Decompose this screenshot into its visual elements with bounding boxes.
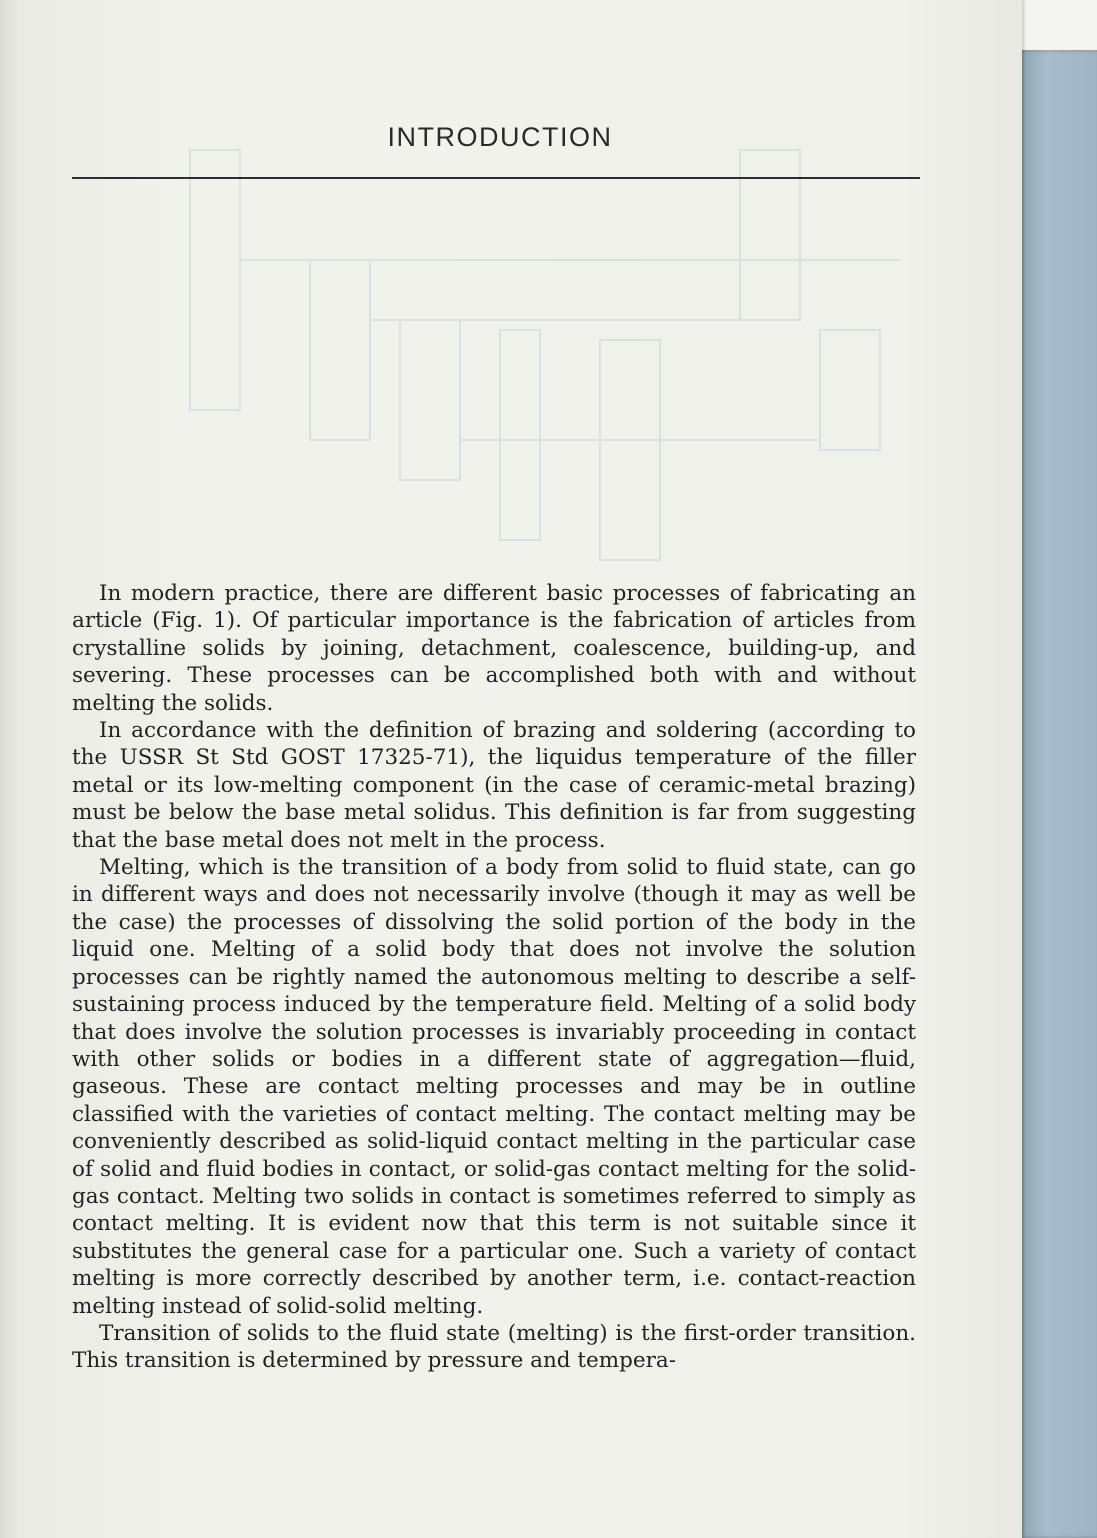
title-rule	[72, 177, 920, 179]
page-title: INTRODUCTION	[387, 122, 613, 152]
paragraph-brazing-definition: In accordance with the definition of brazing and soldering (according to the USSR St Std GOST 17325-71), the liquidus temperature of the filler metal or its low-melting component (in the case of ceramic-metal brazing) must be below the base metal solidus. This definition is far from suggesting that the base metal does not melt in the process.	[72, 718, 916, 853]
body-text	[72, 580, 916, 1375]
paragraph-transition: Transition of solids to the fluid state (melting) is the first-order transition. This transition is determined by pressure and tempera-	[72, 1320, 916, 1374]
book-cover-edge	[1017, 50, 1097, 1538]
paragraph-fabrication: In modern practice, there are different basic processes of fabricating an article (Fig. 1). Of particular importance is the fabrication of articles from crystalline solids by joining, detachment, coalescence, building-up, and severing. These processes can be accomplished both with and without melting the solids.	[72, 581, 916, 716]
background-surface	[1017, 0, 1097, 50]
paragraph-melting: Melting, which is the transition of a body from solid to fluid state, can go in different ways and does not necessarily involve (though it may as well be the case) the processes of dissolving the solid portion of the body in the liquid one. Melting of a solid body that does not involve the solution processes can be rightly named the autonomous melting to describe a self-sustaining process induced by the temperature field. Melting of a solid body that does involve the solution processes is invariably proceeding in contact with other solids or bodies in a different state of aggregation—fluid, gaseous. These are contact melting processes and may be in outline classified with the varieties of contact melting. The contact melting may be conveniently described as solid-liquid contact melting in the particular case of solid and fluid bodies in contact, or solid-gas contact melting for the solid-gas contact. Melting two solids in contact is sometimes referred to simply as contact melting. It is evident now that this term is not suitable since it substitutes the general case for a particular one. Such a variety of contact melting is more correctly described by another term, i.e. contact-reaction melting instead of solid-solid melting.	[72, 855, 916, 1319]
show-through-diagram	[180, 140, 900, 580]
